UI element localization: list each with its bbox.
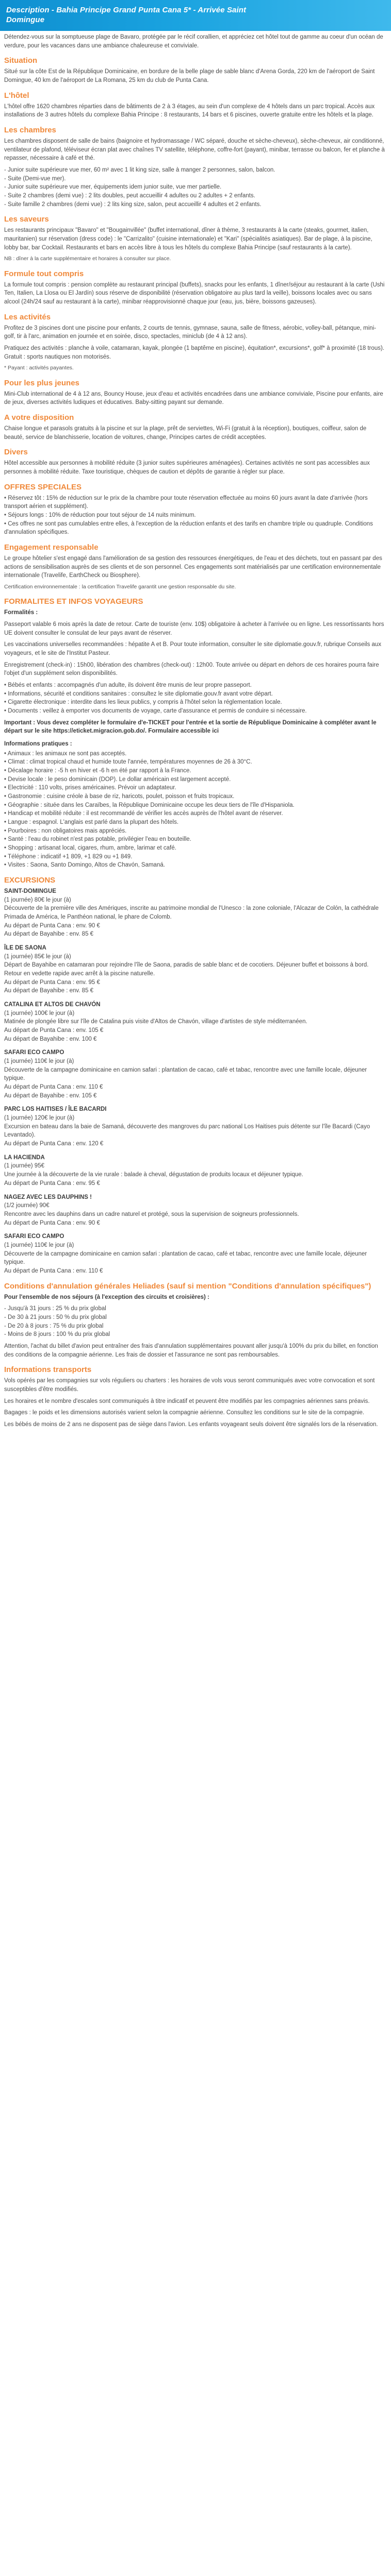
section-title-excursions: EXCURSIONS — [4, 876, 56, 885]
activites-text: Profitez de 3 piscines dont une piscine pour enfants, 2 courts de tennis, gymnase, sauna, salle de fitness, aérobic, volley-ball, pétanque, mini-golf, tir à l'arc, animation en journée et en soirée, disco, spectacles, miniclub (de 4 à 12 ans). — [4, 325, 377, 340]
info-line: • Climat : climat tropical chaud et humide toute l'année, températures moyennes de 26 à 30°C. — [4, 759, 252, 766]
infos-label: Informations pratiques : — [4, 740, 72, 747]
info-line: • Téléphone : indicatif +1 809, +1 829 ou +1 849. — [4, 853, 133, 860]
plus-jeunes-text: Mini-Club international de 4 à 12 ans, Bouncy House, jeux d'eau et activités encadrées dans une ambiance conviviale, Piscine pour enfants, aire de jeux, diverses activités ludiques et éducatives. Baby-sitting payant sur demande. — [4, 391, 383, 406]
excursion-title: NAGEZ AVEC LES DAUPHINS ! — [4, 1194, 92, 1200]
excursion-line: Matinée de plongée libre sur l'île de Catalina puis visite d'Altos de Chavón, village d'artistes de style méditerranéen. — [4, 1019, 307, 1025]
chambres-line: - Suite 2 chambres (demi vue) : 2 lits doubles, peut accueillir 4 adultes ou 2 adultes + 2 enfants. — [4, 193, 255, 199]
excursion-item — [4, 887, 387, 939]
section-title-divers: Divers — [4, 448, 28, 457]
section-title-chambres: Les chambres — [4, 126, 56, 135]
info-line: • Handicap et mobilité réduite : il est recommandé de vérifier les accès auprès de l'hôtel avant de réserver. — [4, 810, 283, 817]
excursion-line: Rencontre avec les dauphins dans un cadre naturel et protégé, sous la supervision de soigneurs professionnels. — [4, 1211, 299, 1217]
excursion-title: CATALINA ET ALTOS DE CHAVÓN — [4, 1002, 101, 1008]
engagement-note: Certification environnementale : la certification Travelife garantit une gestion responsable du site. — [4, 583, 236, 590]
footer-space — [4, 1432, 387, 1453]
info-line: • Santé : l'eau du robinet n'est pas potable, privilégier l'eau en bouteille. — [4, 836, 191, 843]
chambres-line: - Junior suite supérieure vue mer, 60 m² avec 1 lit king size, salle à manger 2 personnes, salon, balcon. — [4, 167, 275, 174]
excursion-item — [4, 944, 387, 995]
excursion-line: Au départ de Bayahibe : env. 100 € — [4, 1036, 97, 1042]
excursion-line: Au départ de Punta Cana : env. 120 € — [4, 1141, 104, 1147]
info-line: • Décalage horaire : -5 h en hiver et -6 h en été par rapport à la France. — [4, 767, 191, 774]
offres-line: • Réservez tôt : 15% de réduction sur le prix de la chambre pour toute réservation effectuée au moins 60 jours avant la date d'arrivée (hors transport aérien et supplément). — [4, 495, 368, 510]
excursion-line: Au départ de Punta Cana : env. 105 € — [4, 1027, 104, 1034]
excursion-title: SAINT-DOMINGUE — [4, 888, 56, 894]
conditions-text: Attention, l'achat du billet d'avion peut entraîner des frais d'annulation supplémentaires pouvant aller jusqu'à 100% du prix du billet, en fonction des conditions de la compagnie aérienne. Les frais de dossier et l'assurance ne sont pas remboursables. — [4, 1343, 378, 1358]
formalites-text3: Enregistrement (check-in) : 15h00, libération des chambres (check-out) : 12h00. Toute arrivée ou départ en dehors de ces horaires pourra faire l'objet d'un supplément selon disponibilités. — [4, 662, 379, 677]
excursion-line: Excursion en bateau dans la baie de Samaná, découverte des mangroves du parc national Los Haitises puis détente sur l'île Bacardi (Cayo Levantado). — [4, 1123, 370, 1139]
excursion-line: (1 journée) 110€ le jour (à) — [4, 1058, 74, 1065]
section-title-hotel: L'hôtel — [4, 91, 29, 100]
formalites-bullet: • Documents : veillez à emporter vos documents de voyage, carte d'assurance et permis de conduire si nécessaire. — [4, 707, 307, 714]
transports-text4: Les bébés de moins de 2 ans ne disposent pas de siège dans l'avion. Les enfants voyageant seuls doivent être signalés lors de la réservation. — [4, 1421, 378, 1428]
section-title-transports: Informations transports — [4, 1365, 92, 1375]
conditions-line: - Moins de 8 jours : 100 % du prix global — [4, 1331, 110, 1338]
formalites-important: Important : Vous devez compléter le formulaire d'e-TICKET pour l'entrée et la sortie de République Dominicaine à compléter avant le départ sur le site https://eticket.migracion.gob.do/. Formulaire accessible ici — [4, 719, 377, 735]
info-line: • Pourboires : non obligatoires mais appréciés. — [4, 827, 127, 834]
header-banner — [0, 0, 391, 31]
excursion-line: (1 journée) 100€ le jour (à) — [4, 1010, 75, 1016]
excursion-line: Au départ de Punta Cana : env. 95 € — [4, 1180, 100, 1187]
page-title — [6, 5, 385, 25]
excursion-title: PARC LOS HAITISES / ÎLE BACARDI — [4, 1106, 107, 1113]
info-line: • Visites : Saona, Santo Domingo, Altos de Chavón, Samaná. — [4, 862, 165, 869]
section-title-saveurs: Les saveurs — [4, 215, 49, 224]
section-title-formule: Formule tout compris — [4, 269, 84, 278]
info-line: • Devise locale : le peso dominicain (DOP). Le dollar américain est largement accepté. — [4, 776, 231, 783]
divers-text: Hôtel accessible aux personnes à mobilité réduite (3 junior suites supérieures aménagées). Certaines activités ne sont pas accessibles aux personnes à mobilité réduite. Taxe touristique, chèques de caution et dépôts de garantie à régler sur place. — [4, 460, 370, 475]
section-title-offres: OFFRES SPECIALES — [4, 482, 82, 492]
page-title-line2: Domingue — [6, 15, 45, 24]
excursion-item — [4, 1232, 387, 1275]
info-line: • Langue : espagnol. L'anglais est parlé dans la plupart des hôtels. — [4, 819, 179, 825]
info-line: • Animaux : les animaux ne sont pas acceptés. — [4, 750, 127, 757]
info-line: • Gastronomie : cuisine créole à base de riz, haricots, poulet, poisson et fruits tropicaux. — [4, 793, 235, 800]
transports-text2: Les horaires et le nombre d'escales sont communiqués à titre indicatif et peuvent être modifiés par les compagnies aériennes sans préavis. — [4, 1398, 370, 1404]
chambres-line: - Suite famille 2 chambres (demi vue) : 2 lits king size, salon, peut accueillir 4 adultes et 2 enfants. — [4, 201, 262, 208]
excursion-item — [4, 1105, 387, 1148]
situation-text: Situé sur la côte Est de la République Dominicaine, en bordure de la belle plage de sable blanc d'Arena Gorda, 220 km de l'aéroport de Saint Domingue, 40 km de l'aéroport de La Romana, 25 km du club de Punta Cana. — [4, 69, 375, 84]
page-title-line1: Description - Bahia Principe Grand Punta Cana 5* - Arrivée Saint — [6, 6, 247, 14]
excursion-line: Au départ de Punta Cana : env. 90 € — [4, 1219, 100, 1226]
excursion-line: (1 journée) 120€ le jour (à) — [4, 1115, 75, 1122]
chambres-text: Les chambres disposent de salle de bains (baignoire et hydromassage / WC séparé, douche et sèche-cheveux), sèche-cheveux, air conditionné, ventilateur de plafond, téléviseur écran plat avec chaînes TV satellite, téléphone, coffre-fort (payant), minibar, terrasse ou balcon, fer et planche à repasser, nécessaire à café et thé. — [4, 138, 385, 162]
section-title-activites: Les activités — [4, 312, 51, 321]
excursion-line: (1 journée) 110€ le jour (à) — [4, 1242, 74, 1248]
disposition-text: Chaise longue et parasols gratuits à la piscine et sur la plage, prêt de serviettes, Wi-Fi (gratuit à la réception), boutiques, coiffeur, salon de beauté, service de blanchisserie, location de voitures, change, Principes cartes de crédit acceptées. — [4, 425, 367, 440]
transports-text: Vols opérés par les compagnies sur vols réguliers ou charters : les horaires de vols vous seront communiqués avec votre convocation et sont susceptibles d'être modifiés. — [4, 1378, 375, 1393]
section-title-engagement: Engagement responsable — [4, 543, 99, 552]
excursion-line: Au départ de Punta Cana : env. 110 € — [4, 1267, 103, 1274]
formalites-bullet: • Informations, sécurité et conditions sanitaires : consultez le site diplomatie.gouv.fr avant votre départ. — [4, 690, 273, 697]
excursion-line: Au départ de Bayahibe : env. 105 € — [4, 1092, 97, 1099]
conditions-line: - Jusqu'à 31 jours : 25 % du prix global — [4, 1306, 106, 1312]
section-title-situation: Situation — [4, 56, 38, 65]
excursion-title: SAFARI ECO CAMPO — [4, 1233, 64, 1240]
excursion-item — [4, 1001, 387, 1043]
intro-text: Détendez-vous sur la somptueuse plage de Bavaro, protégée par le récif corallien, et appréciez cet hôtel tout de gamme au coeur d'un océan de verdure, pour les vacances dans une ambiance chaleureuse et conviviale. — [4, 34, 383, 49]
section-title-conditions: Conditions d'annulation générales Heliades (sauf si mention "Conditions d'annulation spécifiques") — [4, 1281, 371, 1291]
formalites-bullet: • Cigarette électronique : interdite dans les lieux publics, y compris à l'hôtel selon la réglementation locale. — [4, 699, 282, 706]
saveurs-text: Les restaurants principaux "Bavaro" et "Bougainvillée" (buffet international, dîner à thème, 3 restaurants à la carte (steaks, gourmet, italien, mauritanien) sur réservation (dress code) : le "Carrizalito" (cuisine internationale) et "Kari" (spécialités asiatiques). Bar de plage, à la piscine, lobby bar, bar Cocktail. Restaurants et bars en accès libre à tous les hôtels du complexe Bahia Principe (sauf restaurants à la carte). — [4, 227, 372, 251]
excursion-line: Découverte de la campagne dominicaine en camion safari : plantation de cacao, café et tabac, rencontre avec une famille locale, déjeuner typique. — [4, 1066, 367, 1082]
conditions-line: - De 20 à 8 jours : 75 % du prix global — [4, 1323, 104, 1329]
formalites-text1: Passeport valable 6 mois après la date de retour. Carte de touriste (env. 10$) obligatoire à acheter à l'arrivée ou en ligne. Les ressortissants hors UE doivent consulter le consulat de leur pays avant de réserver. — [4, 621, 384, 636]
excursion-line: (1 journée) 80€ le jour (à) — [4, 896, 71, 903]
offres-line: • Séjours longs : 10% de réduction pour tout séjour de 14 nuits minimum. — [4, 512, 196, 518]
formalites-text2: Les vaccinations universelles recommandées : hépatite A et B. Pour toute information, consulter le site diplomatie.gouv.fr, rubrique Conseils aux voyageurs, et le site de l'Institut Pasteur. — [4, 641, 382, 656]
activites-note: * Payant : activités payantes. — [4, 365, 74, 371]
section-title-plus-jeunes: Pour les plus jeunes — [4, 378, 79, 387]
info-line: • Géographie : située dans les Caraïbes, la République Dominicaine occupe les deux tiers de l'île d'Hispaniola. — [4, 802, 295, 808]
excursion-line: (1/2 journée) 90€ — [4, 1202, 50, 1209]
formalites-label: Formalités : — [4, 609, 38, 616]
excursion-line: Au départ de Punta Cana : env. 95 € — [4, 979, 100, 986]
hotel-text: L'hôtel offre 1620 chambres réparties dans de bâtiments de 2 à 3 étages, au sein d'un complexe de 4 hôtels dans un parc tropical. Accès aux installations de 3 autres hôtels du complexe Bahia Principe : 8 restaurants, 14 bars et 6 piscines, ouverte gratuite entre les hôtels et la plage. — [4, 103, 375, 118]
excursion-line: Au départ de Bayahibe : env. 85 € — [4, 988, 94, 994]
excursion-item — [4, 1154, 387, 1188]
info-line: • Shopping : artisanat local, cigares, rhum, ambre, larimar et café. — [4, 844, 176, 851]
excursion-item — [4, 1048, 387, 1100]
conditions-line: - De 30 à 21 jours : 50 % du prix global — [4, 1314, 107, 1320]
formalites-bullet: • Bébés et enfants : accompagnés d'un adulte, ils doivent être munis de leur propre passeport. — [4, 682, 252, 688]
transports-text3: Bagages : le poids et les dimensions autorisés varient selon la compagnie aérienne. Consultez les conditions sur le site de la compagnie. — [4, 1410, 365, 1416]
excursion-item — [4, 1193, 387, 1228]
excursion-line: (1 journée) 85€ le jour (à) — [4, 953, 71, 960]
info-line: • Electricité : 110 volts, prises américaines. Prévoir un adaptateur. — [4, 785, 176, 791]
excursion-line: Au départ de Punta Cana : env. 110 € — [4, 1084, 103, 1091]
excursion-line: Au départ de Punta Cana : env. 90 € — [4, 922, 100, 929]
activites-text2: Pratiquez des activités : planche à voile, catamaran, kayak, plongée (1 baptême en piscine), équitation*, excursions*, golf* à proximité (18 trous). Gratuit : sports nautiques non motorisés. — [4, 345, 385, 360]
excursion-line: Au départ de Bayahibe : env. 85 € — [4, 931, 94, 938]
excursion-line: Une journée à la découverte de la vie rurale : balade à cheval, dégustation de produits locaux et déjeuner typique. — [4, 1172, 303, 1178]
engagement-text: Le groupe hôtelier s'est engagé dans l'amélioration de sa gestion des ressources énergétiques, de l'eau et des déchets, tout en passant par des actions de sensibilisation auprès de ses clients et de son personnel. Ces engagements sont matérialisés par une certification environnementale internationale (Travelife, EarthCheck ou Biosphere). — [4, 555, 382, 579]
excursion-title: SAFARI ECO CAMPO — [4, 1049, 64, 1056]
offres-line: • Ces offres ne sont pas cumulables entre elles, à l'exception de la réduction enfants et des tarifs en chambre triple ou quadruple. Conditions d'annulation spécifiques. — [4, 520, 373, 536]
conditions-line: Pour l'ensemble de nos séjours (à l'exception des circuits et croisières) : — [4, 1294, 209, 1300]
chambres-line: - Suite (Demi-vue mer). — [4, 175, 66, 182]
chambres-line: - Junior suite supérieure vue mer, équipements idem junior suite, vue mer partielle. — [4, 184, 222, 191]
excursion-line: Découverte de la campagne dominicaine en camion safari : plantation de cacao, café et tabac, rencontre avec une famille locale, déjeuner typique. — [4, 1250, 367, 1266]
excursion-line: Départ de Bayahibe en catamaran pour rejoindre l'île de Saona, paradis de sable blanc et de cocotiers. Déjeuner buffet et boissons à bord. Retour en vedette rapide avec arrêt à la piscine naturelle. — [4, 962, 369, 977]
content — [0, 31, 391, 1463]
section-title-disposition: A votre disposition — [4, 413, 74, 422]
section-title-formalites: FORMALITES ET INFOS VOYAGEURS — [4, 597, 143, 606]
excursion-line: (1 journée) 95€ — [4, 1163, 44, 1170]
excursion-title: LA HACIENDA — [4, 1154, 45, 1161]
saveurs-note: NB : dîner à la carte supplémentaire et horaires à consulter sur place. — [4, 256, 171, 262]
excursion-title: ÎLE DE SAONA — [4, 945, 46, 952]
formule-text: La formule tout compris : pension complète au restaurant principal (buffets), snacks pour les enfants, 1 dîner/séjour au restaurant à la carte (Ushi Ten, Italien, La Llosa ou El Jardín) sous réserve de disponibilité (réservation obligatoire au plus tard la veille), boissons locales avec ou sans alcool (24h/24 sauf au restaurant à la carte), minibar réapprovisionné chaque jour (eau, jus, bière, boissons gazeuses). — [4, 281, 385, 305]
excursions-list — [4, 887, 387, 1276]
excursion-line: Découverte de la première ville des Amériques, inscrite au patrimoine mondial de l'Unesco : la zone coloniale, l'Alcazar de Colón, la cathédrale Primada de América, le Panthéon national, le phare de Colomb. — [4, 905, 379, 921]
